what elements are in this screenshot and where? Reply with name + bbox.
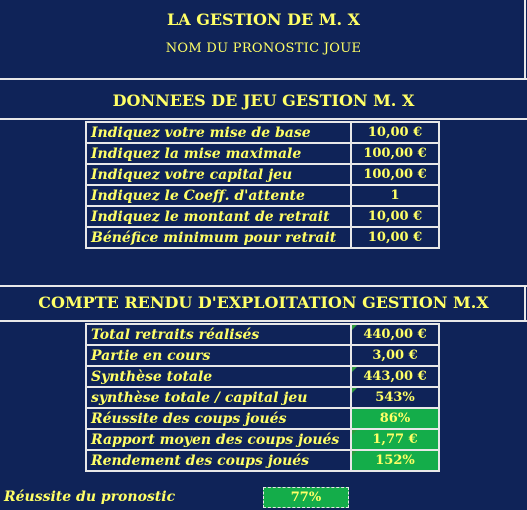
row-value[interactable]: 443,00 € — [351, 366, 439, 387]
table-row — [86, 164, 439, 185]
table-row — [86, 450, 439, 471]
divider — [0, 118, 527, 120]
row-value[interactable]: 543% — [351, 387, 439, 408]
row-value[interactable]: 10,00 € — [351, 206, 439, 227]
section-title-compte-rendu: COMPTE RENDU D'EXPLOITATION GESTION M.X — [38, 293, 489, 312]
row-label: Partie en cours — [86, 345, 351, 366]
table-row — [86, 429, 439, 450]
divider — [524, 285, 526, 322]
table-row — [86, 185, 439, 206]
page-subtitle: NOM DU PRONOSTIC JOUE — [165, 41, 362, 56]
row-label: Synthèse totale — [86, 366, 351, 387]
row-value[interactable]: 152% — [351, 450, 439, 471]
table-row — [86, 206, 439, 227]
row-label: Rapport moyen des coups joués — [86, 429, 351, 450]
row-label: synthèse totale / capital jeu — [86, 387, 351, 408]
row-label: Indiquez votre capital jeu — [86, 164, 351, 185]
row-value[interactable]: 3,00 € — [351, 345, 439, 366]
row-label: Réussite des coups joués — [86, 408, 351, 429]
table-row — [86, 366, 439, 387]
divider — [0, 285, 527, 287]
page-title: LA GESTION DE M. X — [166, 10, 361, 29]
table-row — [86, 143, 439, 164]
compte-rendu-table — [85, 323, 440, 472]
row-label: Rendement des coups joués — [86, 450, 351, 471]
pronostic-value[interactable]: 77% — [263, 487, 349, 508]
table-row — [86, 345, 439, 366]
row-label: Indiquez le montant de retrait — [86, 206, 351, 227]
row-value[interactable]: 100,00 € — [351, 143, 439, 164]
row-value[interactable]: 10,00 € — [351, 227, 439, 248]
table-row — [86, 408, 439, 429]
row-label: Indiquez la mise maximale — [86, 143, 351, 164]
table-row — [86, 387, 439, 408]
row-value[interactable]: 10,00 € — [351, 122, 439, 143]
pronostic-label: Réussite du pronostic — [4, 489, 176, 505]
table-row — [86, 122, 439, 143]
row-label: Indiquez le Coeff. d'attente — [86, 185, 351, 206]
row-label: Bénéfice minimum pour retrait — [86, 227, 351, 248]
row-value[interactable]: 440,00 € — [351, 324, 439, 345]
row-value[interactable]: 1,77 € — [351, 429, 439, 450]
row-value[interactable]: 1 — [351, 185, 439, 206]
donnees-table — [85, 121, 440, 249]
divider — [0, 320, 527, 322]
row-label: Indiquez votre mise de base — [86, 122, 351, 143]
row-label: Total retraits réalisés — [86, 324, 351, 345]
table-row — [86, 227, 439, 248]
section-title-donnees: DONNEES DE JEU GESTION M. X — [112, 91, 415, 110]
row-value[interactable]: 86% — [351, 408, 439, 429]
table-row — [86, 324, 439, 345]
divider — [0, 78, 527, 80]
divider — [524, 0, 526, 80]
row-value[interactable]: 100,00 € — [351, 164, 439, 185]
